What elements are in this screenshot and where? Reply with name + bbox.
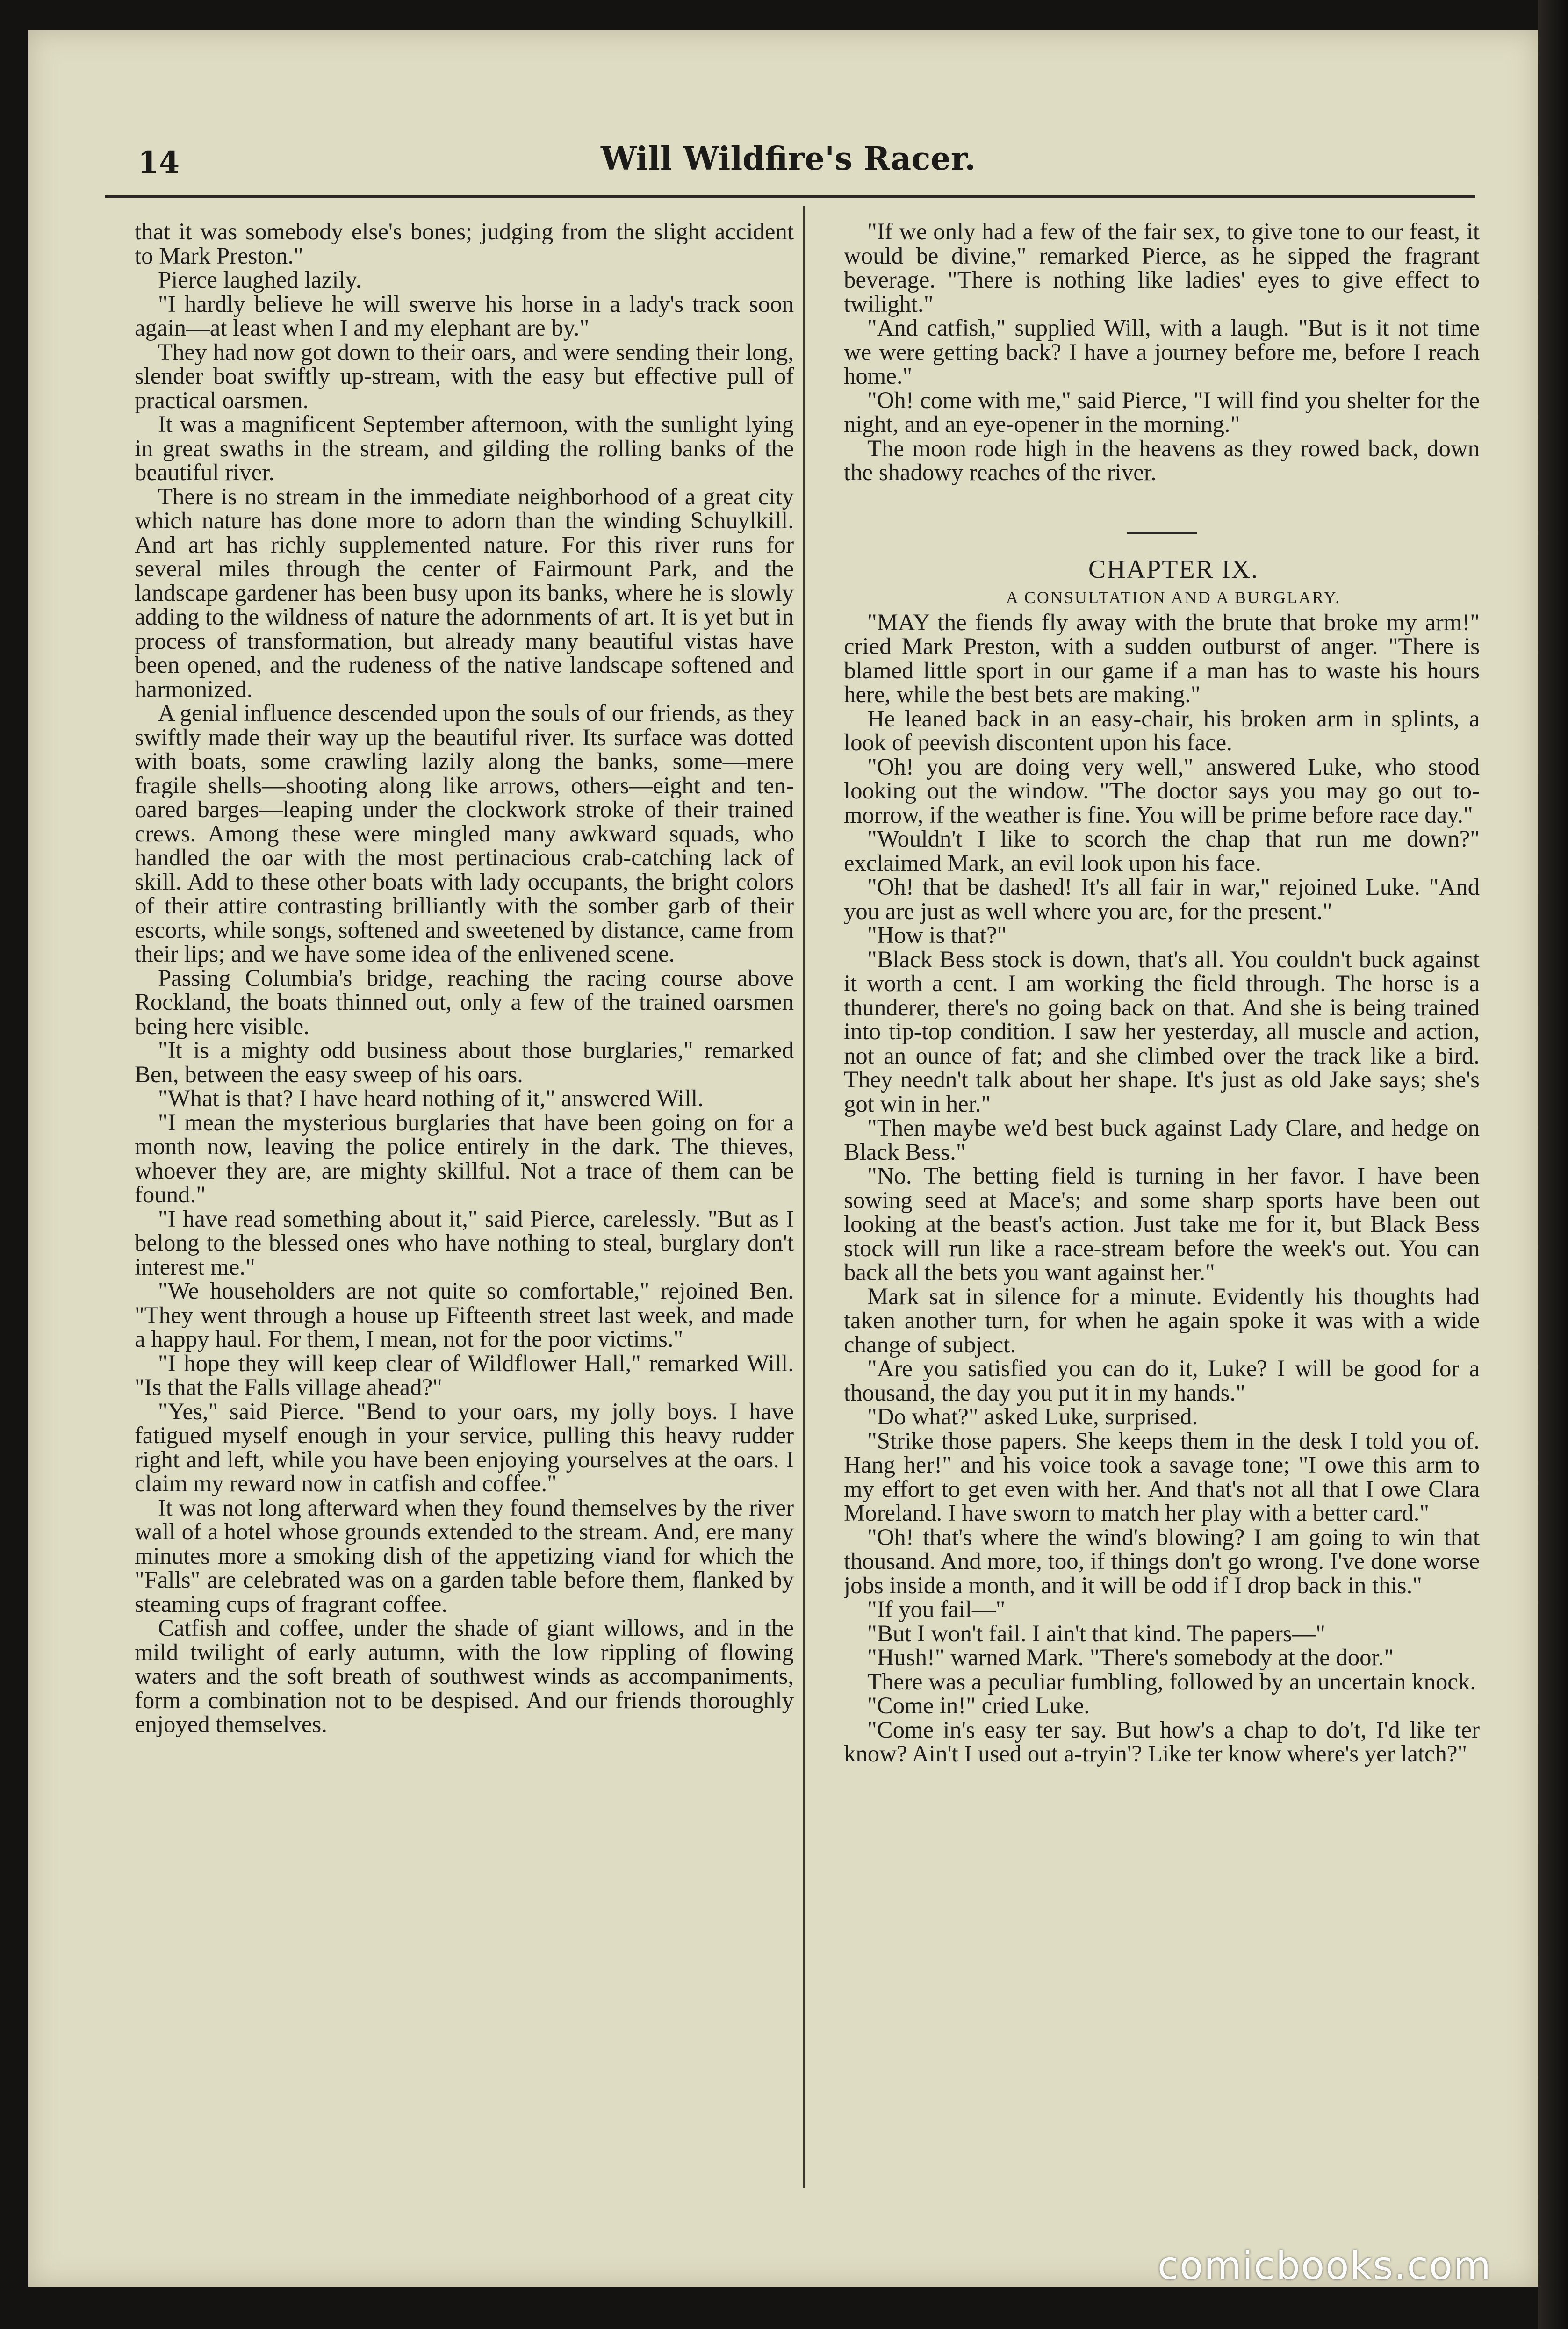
paragraph: Catfish and coffee, under the shade of giant willows, and in the mild twilight of early autumn, with the low rippling of flowing waters and the soft breath of southwest winds as accompaniments, form a combination not to be despised. And our friends thoroughly enjoyed themselves. — [135, 1615, 794, 1737]
paragraph: "If you fail—" — [867, 1596, 1006, 1622]
paragraph: "Come in!" cried Luke. — [867, 1692, 1090, 1718]
paragraph: "Do what?" asked Luke, surprised. — [867, 1403, 1198, 1430]
paragraph: They had now got down to their oars, and were sending their long, slender boat swiftly up-stream, with the easy but effective pull of practical oarsmen. — [135, 338, 794, 413]
paragraph: "And catfish," supplied Will, with a laugh. "But is it not time we were getting back? I have a journey before me, before I reach home." — [844, 315, 1480, 389]
paragraph: "Are you satisfied you can do it, Luke? I will be good for a thousand, the day you put it in my hands." — [844, 1355, 1480, 1406]
paragraph: "Oh! that be dashed! It's all fair in war," rejoined Luke. "And you are just as well where you are, for the present." — [844, 874, 1480, 924]
site-watermark: comicbooks.com — [1158, 2244, 1492, 2288]
paragraph: that it was somebody else's bones; judging from the slight accident to Mark Preston." — [135, 220, 794, 269]
paragraph: Pierce laughed lazily. — [158, 266, 362, 293]
left-column — [135, 220, 794, 2197]
paragraph: "I mean the mysterious burglaries that have been going on for a month now, leaving the police entirely in the dark. The thieves, whoever they are, are mighty skillful. Not a trace of them can be found." — [135, 1109, 794, 1208]
paragraph: "Wouldn't I like to scorch the chap that run me down?" exclaimed Mark, an evil look upon his face. — [844, 826, 1480, 876]
paragraph: "Hush!" warned Mark. "There's somebody at the door." — [867, 1644, 1394, 1670]
paragraph: "But I won't fail. I ain't that kind. The papers—" — [867, 1620, 1326, 1646]
page-header — [105, 140, 1452, 192]
paragraph: "If we only had a few of the fair sex, to give tone to our feast, it would be divine," remarked Pierce, as he sipped the fragrant beverage. "There is nothing like ladies' eyes to give effect to twilight." — [844, 220, 1480, 317]
right-column — [844, 220, 1480, 2197]
header-rule — [105, 195, 1475, 198]
paragraph: "No. The betting field is turning in her favor. I have been sowing seed at Mace's; and some sharp sports have been out looking at the beast's action. Just take me for it, but Black Bess stock will run like a race-stream before the week's out. You can back all the bets you want against her." — [844, 1163, 1480, 1285]
paragraph: "Then maybe we'd best buck against Lady Clare, and hedge on Black Bess." — [844, 1114, 1480, 1165]
paragraph: It was a magnificent September afternoon, with the sunlight lying in great swaths in the stream, and gilding the rolling banks of the beautiful river. — [135, 411, 794, 485]
paragraph: Mark sat in silence for a minute. Evidently his thoughts had taken another turn, for when he again spoke it was with a wide change of subject. — [844, 1283, 1480, 1358]
chapter-subtitle: A CONSULTATION AND A BURGLARY. — [1006, 588, 1341, 607]
paragraph: There is no stream in the immediate neighborhood of a great city which nature has done more to adorn than the winding Schuylkill. And art has richly supplemented nature. For this river runs for several miles through the center of Fairmount Park, and the landscape gardener has been busy upon its banks, where he is slowly adding to the wildness of nature the adornments of art. It is yet but in process of transformation, but already many beautiful vistas have been opened, and the rudeness of the native landscape softened and harmonized. — [135, 483, 794, 702]
paragraph: "Oh! come with me," said Pierce, "I will find you shelter for the night, and an eye-opener in the morning." — [844, 387, 1480, 437]
paragraph: "Yes," said Pierce. "Bend to your oars, my jolly boys. I have fatigued myself enough in your service, pulling this heavy rudder right and left, while you have been enjoying yourselves at the oars. I claim my reward now in catfish and coffee." — [135, 1398, 794, 1496]
paragraph: It was not long afterward when they found themselves by the river wall of a hotel whose grounds extended to the stream. And, ere many minutes more a smoking dish of the appetizing viand for which the "Falls" are celebrated was on a garden table before them, flanked by steaming cups of fragrant coffee. — [135, 1494, 794, 1617]
chapter-separator-rule — [1127, 532, 1197, 534]
paragraph: "What is that? I have heard nothing of it," answered Will. — [158, 1085, 704, 1111]
paragraph: A genial influence descended upon the souls of our friends, as they swiftly made their way up the beautiful river. Its surface was dotted with boats, some crawling lazily along the banks, some—mere fragile shells—shooting along like arrows, others—eight and ten-oared barges—leaping under the clockwork stroke of their trained crews. Among these were mingled many awkward squads, who handled the oar with the most pertinacious crab-catching lack of skill. Add to these other boats with lady occupants, the bright colors of their attire contrasting brilliantly with the somber garb of their escorts, while songs, softened and sweetened by distance, came from their lips; and we have some idea of the enlivened scene. — [135, 700, 794, 967]
paragraph: "We householders are not quite so comfortable," rejoined Ben. "They went through a house up Fifteenth street last week, and made a happy haul. For them, I mean, not for the poor victims." — [135, 1278, 794, 1352]
paragraph: The moon rode high in the heavens as they rowed back, down the shadowy reaches of the river. — [844, 435, 1480, 485]
paragraph: "MAY the fiends fly away with the brute that broke my arm!" cried Mark Preston, with a sudden outburst of anger. "There is blamed little sport in our game if a man has to waste his hours here, while the best bets are making." — [844, 609, 1480, 707]
paragraph: "Black Bess stock is down, that's all. You couldn't buck against it worth a cent. I am working the field through. The horse is a thunderer, there's no going back on that. And she is being trained into tip-top condition. I saw her yesterday, all muscle and action, not an ounce of fat; and she climbed over the track like a bird. They needn't talk about her shape. It's just as old Jake says; she's got win in her." — [844, 946, 1480, 1117]
paragraph: Passing Columbia's bridge, reaching the racing course above Rockland, the boats thinned out, only a few of the trained oarsmen being here visible. — [135, 964, 794, 1039]
paragraph: "How is that?" — [867, 922, 1007, 948]
book-spine-edge — [1538, 0, 1568, 2329]
paragraph: There was a peculiar fumbling, followed by an uncertain knock. — [867, 1668, 1476, 1695]
paragraph: "I hope they will keep clear of Wildflower Hall," remarked Will. "Is that the Falls village ahead?" — [135, 1350, 794, 1400]
column-divider — [803, 206, 805, 2188]
paragraph: "Oh! you are doing very well," answered Luke, who stood looking out the window. "The doctor says you may go out to-morrow, if the weather is fine. You will be prime before race day." — [844, 753, 1480, 828]
page-number: 14 — [138, 145, 180, 180]
running-title: Will Wildfire's Racer. — [601, 140, 976, 178]
paragraph: "It is a mighty odd business about those burglaries," remarked Ben, between the easy sweep of his oars. — [135, 1037, 794, 1087]
paragraph: "Oh! that's where the wind's blowing? I am going to win that thousand. And more, too, if things don't go wrong. I've done worse jobs inside a month, and it will be odd if I drop back in this." — [844, 1524, 1480, 1598]
paragraph: "Strike those papers. She keeps them in the desk I told you of. Hang her!" and his voice took a savage tone; "I owe this arm to my effort to get even with her. And that's not all that I owe Clara Moreland. I have sworn to match her play with a better card." — [844, 1427, 1480, 1526]
paragraph: He leaned back in an easy-chair, his broken arm in splints, a look of peevish discontent upon his face. — [844, 705, 1480, 755]
paragraph: "Come in's easy ter say. But how's a chap to do't, I'd like ter know? Ain't I used out a-tryin'? Like ter know where's yer latch?" — [844, 1716, 1480, 1767]
chapter-title: CHAPTER IX. — [1088, 554, 1259, 584]
paragraph: "I hardly believe he will swerve his horse in a lady's track soon again—at least when I and my elephant are by." — [135, 290, 794, 341]
paragraph: "I have read something about it," said Pierce, carelessly. "But as I belong to the blessed ones who have nothing to steal, burglary don't interest me." — [135, 1205, 794, 1280]
